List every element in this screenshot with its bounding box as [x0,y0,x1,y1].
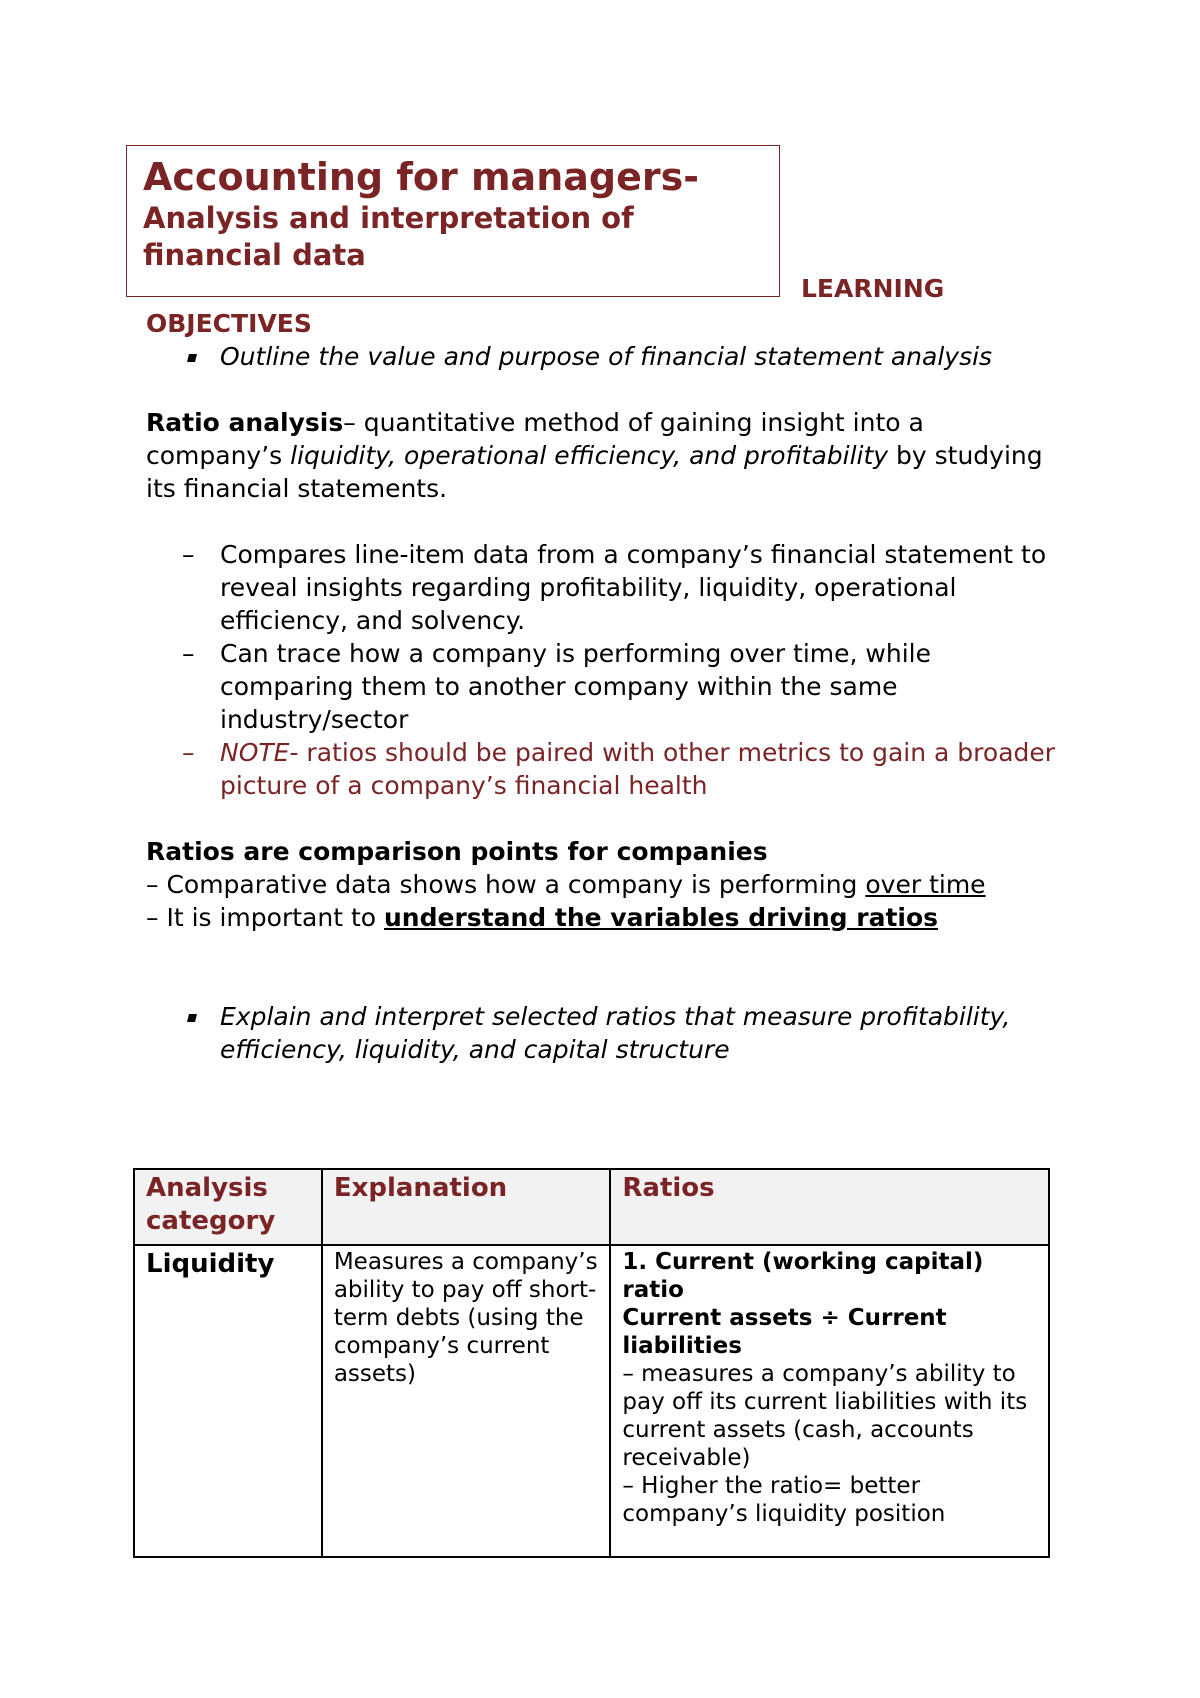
page-subtitle: Analysis and interpretation of financial data [143,201,634,272]
note-text: - ratios should be paired with other metrics to gain a broader picture of a company’s financial health [220,738,1056,800]
dash-bullet: – [182,639,195,668]
learning-objectives-heading-part1: LEARNING [801,274,945,303]
learning-objectives-heading-part2: OBJECTIVES [146,309,312,338]
comparison-underlined: over time [865,870,986,899]
ratio-note: – Higher the ratio= better company’s liquidity position [622,1473,946,1527]
definition-text-end: by studying its financial statements. [146,441,1043,503]
objective-text: Explain and interpret selected ratios that measure profitability, efficiency, liquidity, and capital structure [220,1002,1011,1064]
header-explanation: Explanation [322,1169,611,1245]
table-row [134,1245,1049,1557]
table-header-row [134,1169,1049,1245]
list-item-text: Can trace how a company is performing over time, while comparing them to another company within the same industry/sector [220,639,931,734]
comparison-text: – Comparative data shows how a company is performing [146,870,866,899]
comparison-emphasis: understand the variables driving ratios [384,903,939,932]
header-analysis-category: Analysis category [134,1169,322,1245]
dash-bullet: – [182,540,195,569]
comparison-text: – It is important to [146,903,384,932]
ratio-title: 1. Current (working capital) ratio [622,1249,984,1303]
list-item-text: Compares line-item data from a company’s financial statement to reveal insights regarding profitability, liquidity, operational efficiency, and solvency. [220,540,1047,635]
page-title: Accounting for managers- [143,155,699,199]
ratio-description: – measures a company’s ability to pay off its current liabilities with its current assets (cash, accounts receivable) [622,1361,1028,1471]
list-item [146,538,1066,637]
cell-ratios [610,1245,1049,1557]
note-label: NOTE [220,738,290,767]
definition-emphasis: liquidity, operational efficiency, and profitability [290,441,889,470]
square-bullet-icon [187,1014,197,1022]
header-ratios: Ratios [610,1169,1049,1245]
ratios-table [133,1168,1050,1558]
title-box [126,145,780,297]
objective-item [146,340,1066,373]
comparison-line-1 [146,868,1066,901]
comparison-line-2 [146,901,1066,934]
list-item [146,637,1066,736]
ratio-analysis-definition [146,406,1066,505]
objective-item [146,1000,1066,1066]
cell-explanation: Measures a company’s ability to pay off short-term debts (using the company’s current assets) [322,1245,611,1557]
document-body [146,307,1066,1066]
ratio-analysis-term: Ratio analysis [146,408,344,437]
definition-text: – quantitative method of gaining insight into a company’s [146,408,924,470]
square-bullet-icon [187,354,197,362]
note-item [146,736,1066,802]
ratio-formula: Current assets ÷ Current liabilities [622,1305,947,1359]
comparison-heading: Ratios are comparison points for companies [146,837,768,866]
dash-bullet: – [182,738,195,767]
objective-text: Outline the value and purpose of financial statement analysis [220,342,993,371]
cell-category: Liquidity [134,1245,322,1557]
